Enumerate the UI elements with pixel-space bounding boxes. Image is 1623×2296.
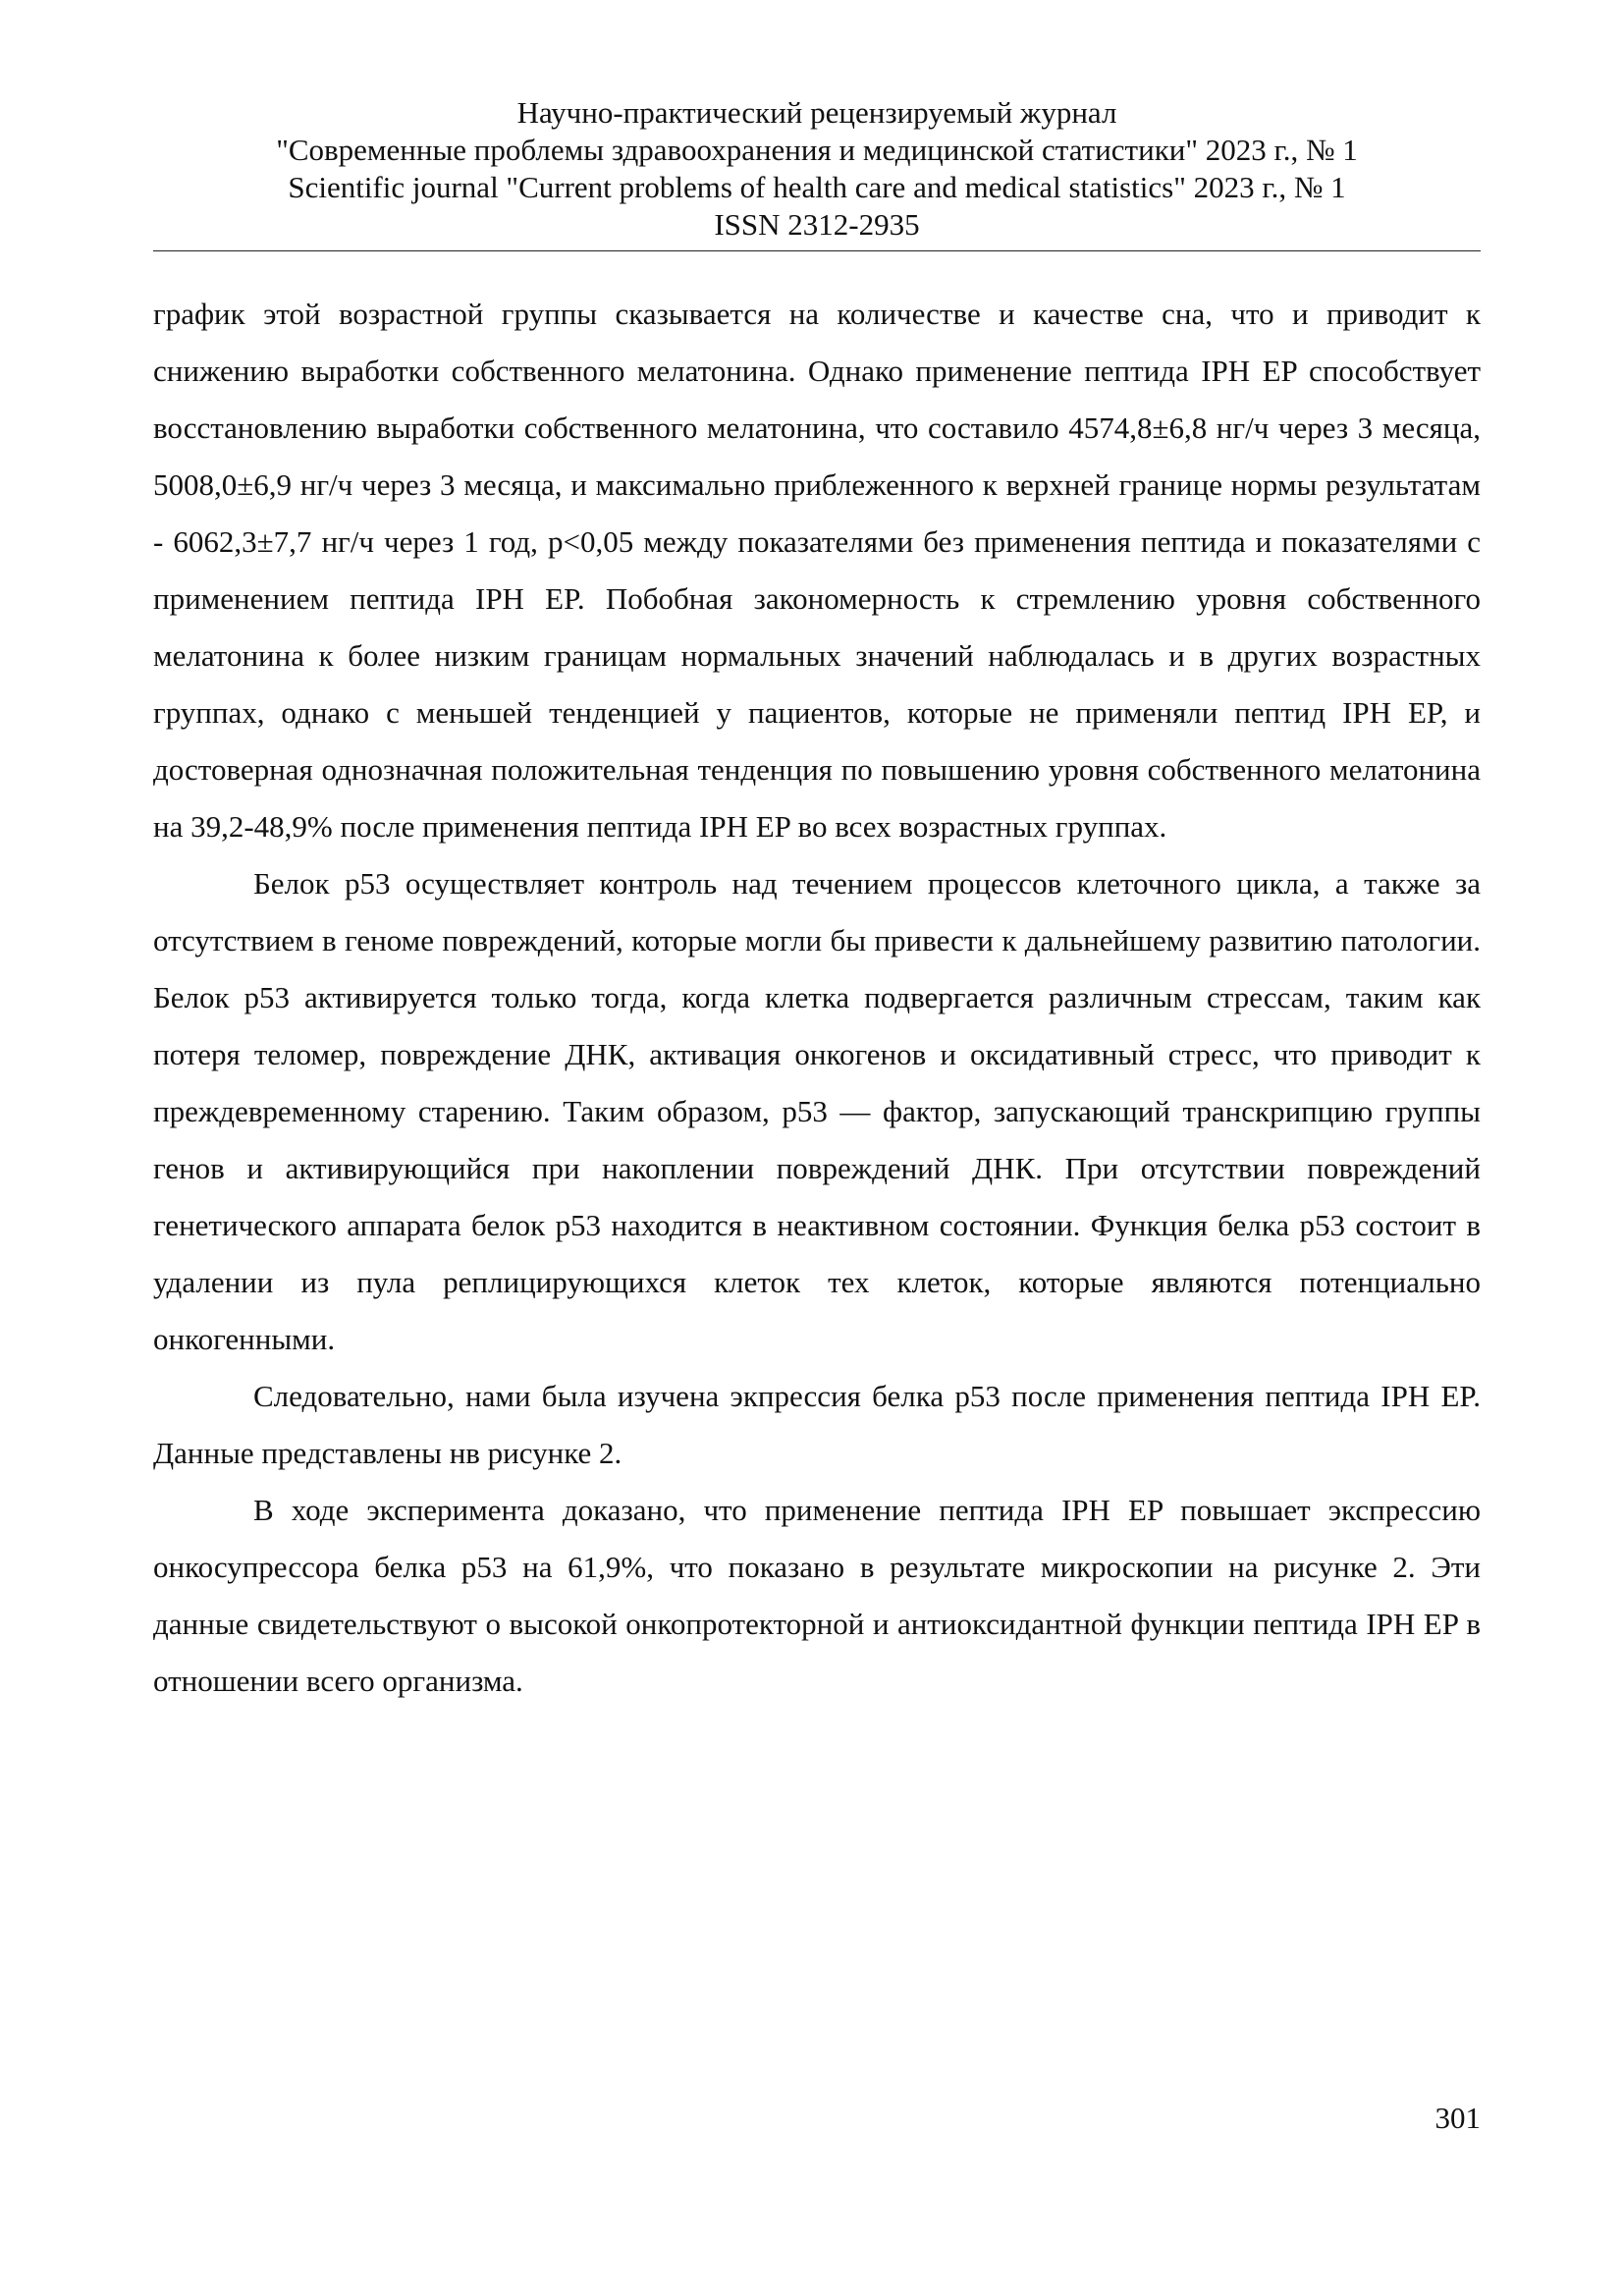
body-paragraph-4: В ходе эксперимента доказано, что применение пептида IPH EP повышает экспрессию онкосупрессора белка p53 на 61,9%, что показано в результате микроскопии на рисунке 2. Эти данные свидетельствуют о высокой онкопротекторной и антиоксидантной функции пептида IPH EP в отношении всего организма. xyxy=(153,1493,1481,1698)
body-paragraph-1: график этой возрастной группы сказывается на количестве и качестве сна, что и приводит к снижению выработки собственного мелатонина. Однако применение пептида IPH EP способствует восстановлению выработки собственного мелатонина, что составило 4574,8±6,8 нг/ч через 3 месяца, 5008,0±6,9 нг/ч через 3 месяца, и максимально приблеженного к верхней границе нормы результатам - 6062,3±7,7 нг/ч через 1 год, p<0,05 между показателями без применения пептида и показателями с применением пептида IPH EP. Побобная закономерность к стремлению уровня собственного мелатонина к более низким границам нормальных значений наблюдалась и в других возрастных группах, однако с меньшей тенденцией у пациентов, которые не применяли пептид IPH EP, и достоверная однозначная положительная тенденция по повышению уровня собственного мелатонина на 39,2-48,9% после применения пептида IPH EP во всех возрастных группах. xyxy=(153,297,1481,844)
body-paragraph-3: Следовательно, нами была изучена экпрессия белка p53 после применения пептида IPH EP. Данные представлены нв рисунке 2. xyxy=(153,1379,1481,1470)
journal-title-en: Scientific journal "Current problems of health care and medical statistics" 2023 г., № 1 xyxy=(288,170,1346,204)
header-divider xyxy=(153,250,1481,251)
page-number: 301 xyxy=(1434,2101,1481,2135)
body-paragraph-2: Белок p53 осуществляет контроль над течением процессов клеточного цикла, а также за отсутствием в геноме повреждений, которые могли бы привести к дальнейшему развитию патологии. Белок p53 активируется только тогда, когда клетка подвергается различным стрессам, таким как потеря теломер, повреждение ДНК, активация онкогенов и оксидативный стресс, что приводит к преждевременному старению. Таким образом, p53 — фактор, запускающий транскрипцию группы генов и активирующийся при накоплении повреждений ДНК. При отсутствии повреждений генетического аппарата белок p53 находится в неактивном состоянии. Функция белка p53 состоит в удалении из пула реплицирующихся клеток тех клеток, которые являются потенциально онкогенными. xyxy=(153,866,1481,1356)
journal-title-ru: "Современные проблемы здравоохранения и медицинской статистики" 2023 г., № 1 xyxy=(276,133,1358,167)
issn-line: ISSN 2312-2935 xyxy=(714,207,920,242)
journal-type-line: Научно-практический рецензируемый журнал xyxy=(516,95,1117,130)
article-body xyxy=(153,286,1481,1710)
journal-header xyxy=(153,94,1481,244)
